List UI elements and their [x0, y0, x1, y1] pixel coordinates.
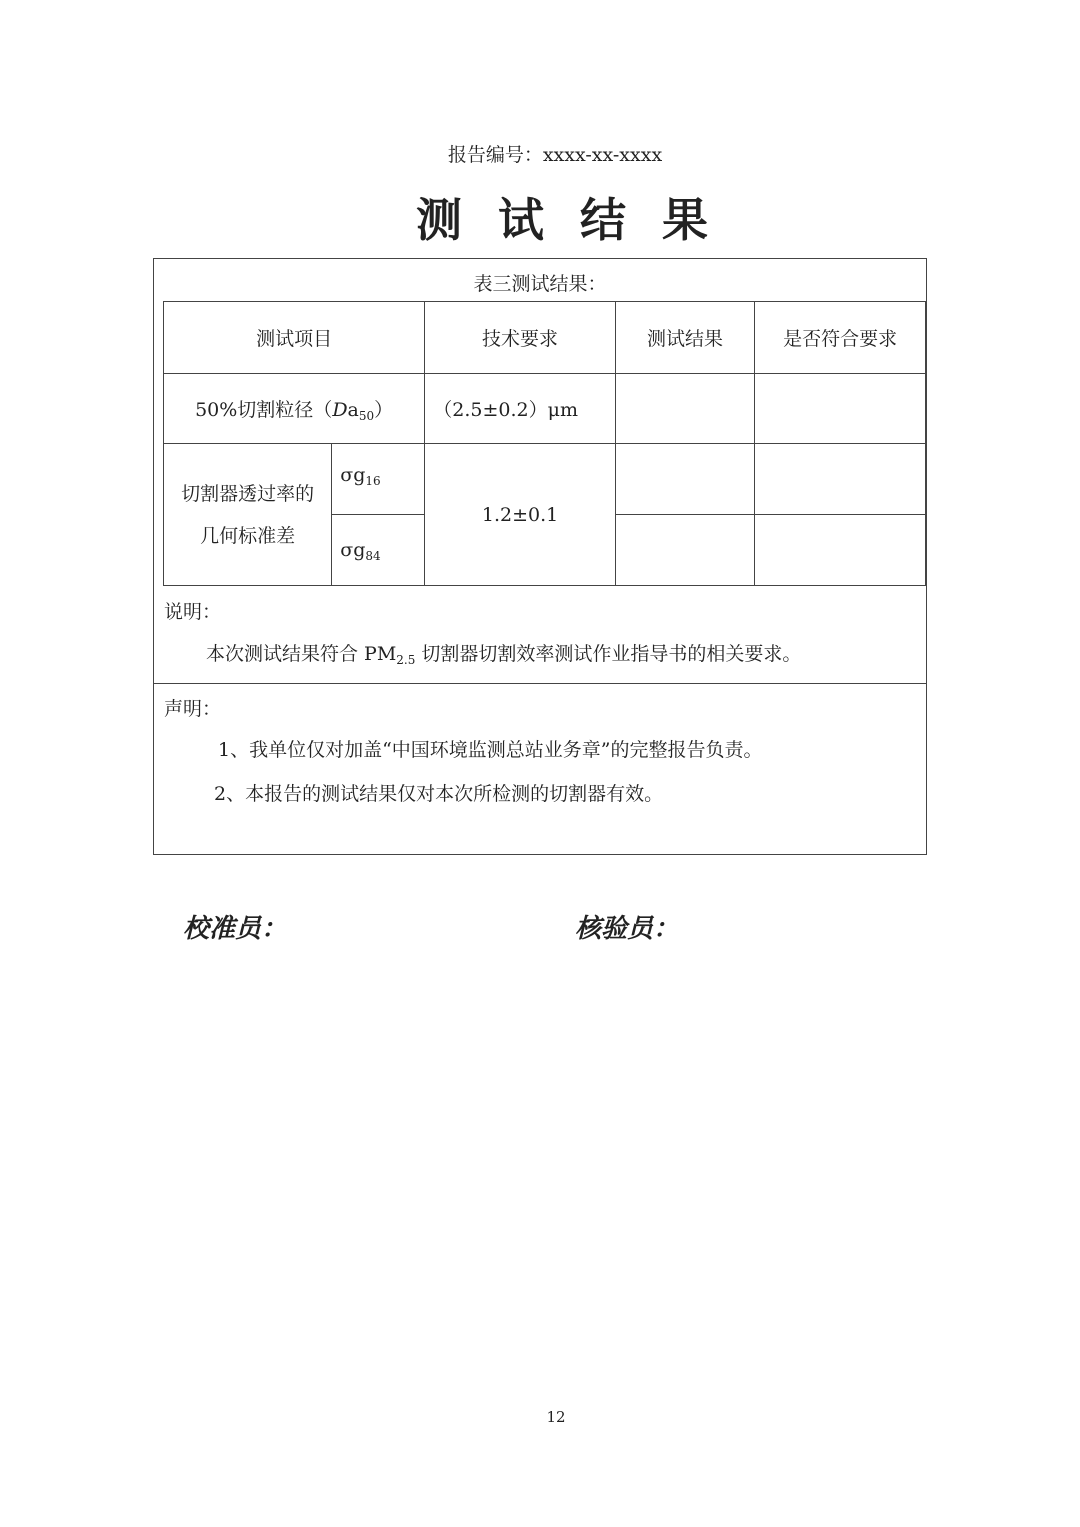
statement-label: 声明： [164, 698, 222, 720]
calibrator-signature-label: 校准员： [183, 914, 288, 944]
cell-result [615, 515, 754, 586]
sigma-sub: 84 [365, 549, 381, 563]
header-conforms: 是否符合要求 [755, 302, 926, 374]
notes-text-part: 切割器切割效率测试作业指导书的相关要求。 [415, 643, 802, 665]
notes-text-part: 本次测试结果符合 PM [206, 643, 397, 665]
item-var: D [332, 398, 348, 421]
header-test-item: 测试项目 [164, 302, 425, 374]
section-divider [154, 683, 926, 684]
notes-label: 说明： [164, 601, 222, 623]
cell-result [615, 444, 754, 515]
table-row [164, 444, 926, 515]
page-number: 12 [546, 1408, 566, 1426]
table-caption: 表三测试结果： [473, 273, 607, 295]
page-title: 测试结果 [416, 193, 744, 247]
report-number: 报告编号：xxxx-xx-xxxx [447, 144, 663, 166]
notes-text [206, 639, 801, 667]
cell-conforms [755, 374, 926, 444]
cell-conforms [755, 444, 926, 515]
results-box [153, 258, 927, 855]
item-main: a [347, 398, 359, 421]
cell-cut-size-requirement: （2.5±0.2）μm [425, 374, 616, 444]
cell-sigma-16 [332, 444, 425, 515]
results-table [163, 301, 926, 586]
sigma-main: σg [340, 464, 366, 486]
cell-conforms [755, 515, 926, 586]
header-result: 测试结果 [615, 302, 754, 374]
item-suffix: ） [374, 398, 394, 421]
notes-text-sub: 2.5 [396, 653, 416, 667]
verifier-signature-label: 核验员： [575, 914, 680, 944]
item-sub: 50 [358, 408, 375, 423]
sigma-sub: 16 [365, 474, 381, 488]
header-requirement: 技术要求 [425, 302, 616, 374]
cell-gsd-requirement: 1.2±0.1 [425, 444, 616, 586]
statement-item: 1、我单位仅对加盖“中国环境监测总站业务章”的完整报告负责。 [218, 739, 763, 761]
table-row [164, 374, 926, 444]
cell-cut-size-item [164, 374, 425, 444]
cell-sigma-84 [332, 515, 425, 586]
table-header-row [164, 302, 926, 374]
item-text: 50%切割粒径（ [195, 398, 333, 421]
cell-result [615, 374, 754, 444]
statement-item: 2、本报告的测试结果仅对本次所检测的切割器有效。 [214, 783, 664, 805]
cell-gsd-item: 切割器透过率的几何标准差 [164, 444, 332, 586]
sigma-main: σg [340, 539, 366, 561]
